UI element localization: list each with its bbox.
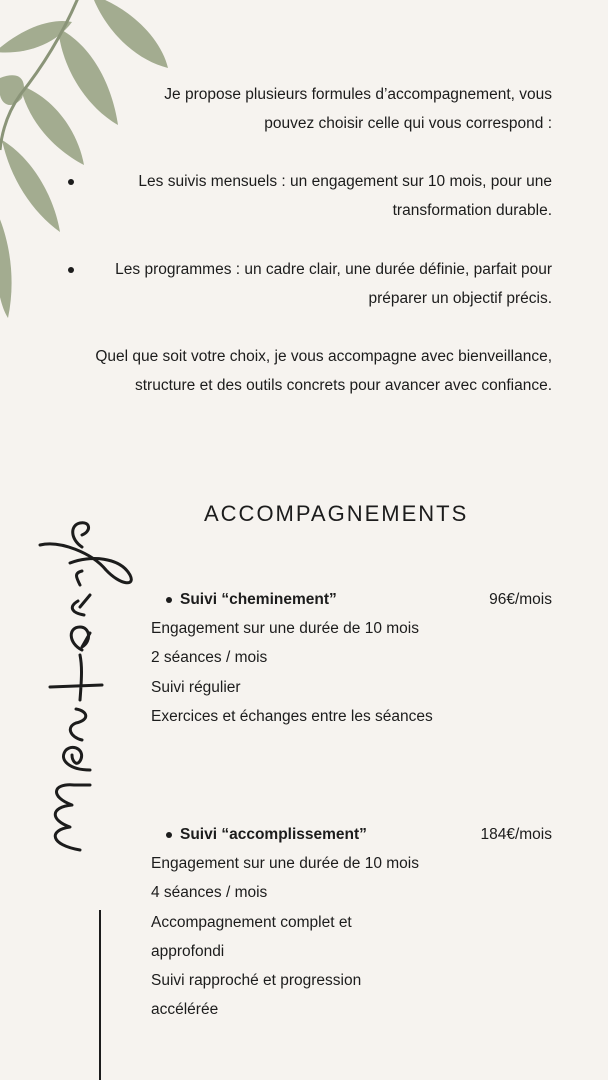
vertical-divider [99,910,101,1080]
offer-name: Suivi “accomplissement” [180,826,367,843]
offer-detail: Suivi rapproché et progression [151,972,362,990]
offer-detail: Engagement sur une durée de 10 mois [151,855,419,872]
offer-detail: Exercices et échanges entre les séances [151,707,433,725]
list-item [60,255,552,313]
section-title: ACCOMPAGNEMENTS [204,501,469,526]
bullet-icon [68,267,74,273]
offer-detail: 4 séances / mois [151,884,268,902]
offer-card [151,585,552,731]
bullet-icon [166,832,172,838]
script-title-mes-tarifs [10,515,140,860]
offer-price: 96€/mois [489,591,552,608]
offer-header [151,585,552,614]
offer-detail: Suivi régulier [151,678,241,696]
closing-paragraph: Quel que soit votre choix, je vous accompagne avec bienveillance, structure et des outils concrets pour avancer avec confiance. [95,348,552,394]
offer-header [151,820,552,849]
bullet-icon [68,179,74,185]
offer-detail: Engagement sur une durée de 10 mois [151,620,419,637]
offer-name: Suivi “cheminement” [180,591,337,608]
list-item-text: Les suivis mensuels : un engagement sur 10 mois, pour une transformation durable. [138,173,552,219]
intro-paragraph: Je propose plusieurs formules d’accompagnement, vous pouvez choisir celle qui vous correspond : [164,86,552,132]
offer-detail: 2 séances / mois [151,649,268,667]
list-item [60,167,552,225]
offer-detail: Accompagnement complet et [151,913,352,931]
bullet-icon [166,597,172,603]
offer-detail: accélérée [151,1001,219,1019]
offer-price: 184€/mois [480,826,552,843]
list-item-text: Les programmes : un cadre clair, une durée définie, parfait pour préparer un objectif précis. [115,261,552,307]
offer-card [151,820,552,1025]
offer-detail: approfondi [151,942,225,960]
